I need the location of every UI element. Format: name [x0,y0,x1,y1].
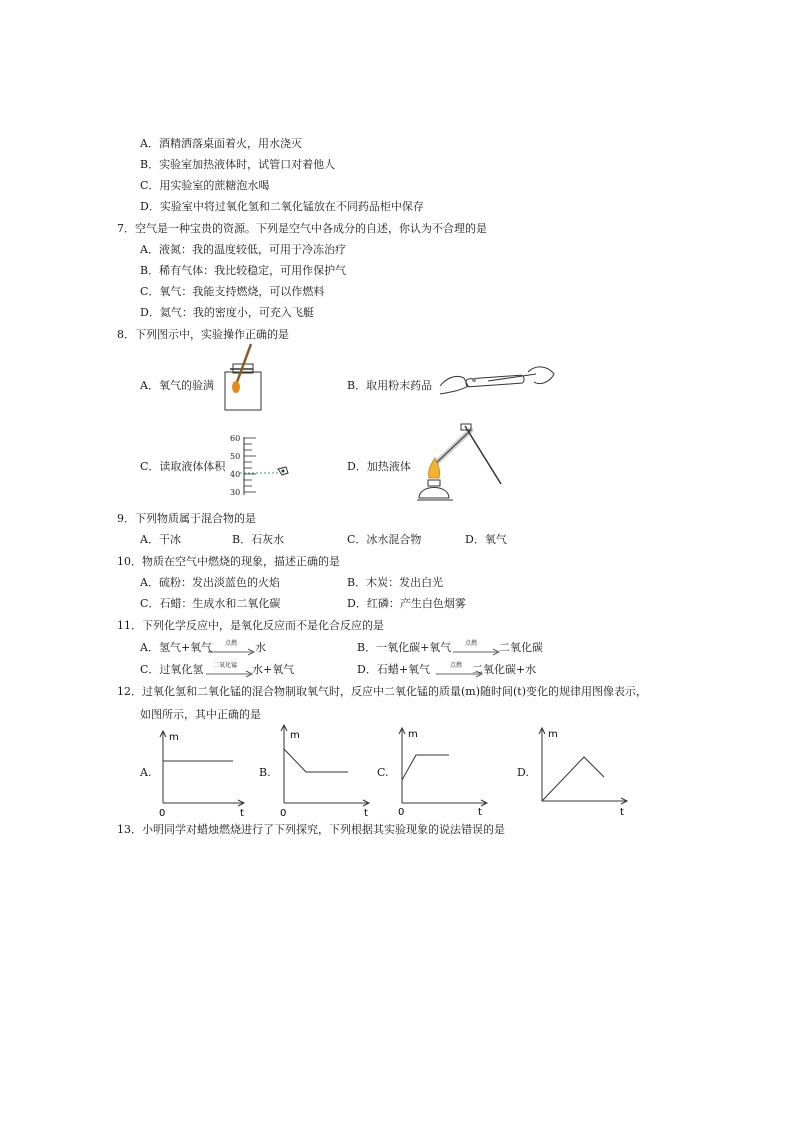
q9-option-a: A．干冰 [140,533,181,546]
q6-option-b: B．实验室加热液体时，试管口对着他人 [140,158,336,171]
q9-option-b: B．石灰水 [232,533,285,546]
q10-stem: 10．物质在空气中燃烧的现象，描述正确的是 [117,555,340,568]
q10-option-c: C．石蜡：生成水和二氧化碳 [140,597,281,610]
graph-d-series-line [542,757,604,801]
graph-a [155,728,255,818]
heating-liquid-illustration [415,422,505,504]
q8-option-d: D．加热液体 [347,460,411,473]
q7-option-c: C．氧气：我能支持燃烧，可以作燃料 [140,285,325,298]
q11-a-arrow [208,649,256,655]
q11-d-condition: 点燃 [450,662,463,669]
q7-option-b: B．稀有气体：我比较稳定，可用作保护气 [140,264,347,277]
q13-stem: 13．小明同学对蜡烛燃烧进行了下列探究，下列根据其实验现象的说法错误的是 [117,823,505,836]
q10-option-b: B．木炭：发出白光 [347,576,444,589]
q11-stem: 11．下列化学反应中，是氧化反应而不是化合反应的是 [117,619,384,632]
q12-label-d: D. [517,766,529,779]
q6-option-d: D．实验室中将过氧化氢和二氧化锰放在不同药品柜中保存 [140,200,424,213]
q10-option-a: A．硫粉：发出淡蓝色的火焰 [140,576,280,589]
graph-c-origin: 0 [398,807,405,818]
graph-c-x-label: t [478,807,482,818]
q11-option-a-right: 水 [255,641,266,654]
graph-c [394,725,494,817]
q9-stem: 9．下列物质属于混合物的是 [117,512,256,525]
graph-d-x-label: t [620,807,624,818]
graph-a-origin: 0 [159,808,166,819]
graph-d-y-label: m [548,729,558,740]
q9-option-d: D．氧气 [465,533,507,546]
graph-b-series-line [284,749,348,772]
q12-label-a: A. [140,766,152,779]
q11-option-d-right: 二氧化碳+水 [472,663,537,676]
oxygen-test-bottle-illustration [215,342,265,412]
q11-b-arrow [453,649,501,655]
powder-taking-illustration [438,364,556,398]
q12-stem-line1: 12．过氧化氢和二氧化锰的混合物制取氧气时，反应中二氧化锰的质量(m)随时间(t)变化的规律用图像表示， [117,685,648,698]
scale-50: 50 [230,452,241,461]
scale-40: 40 [230,470,241,479]
graph-a-x-label: t [240,808,244,819]
q7-stem: 7．空气是一种宝贵的资源。下列是空气中各成分的自述，你认为不合理的是 [117,222,487,235]
graph-c-series-line [402,755,449,780]
q7-option-d: D．氦气：我的密度小，可充入飞艇 [140,306,314,319]
scale-60: 60 [230,434,241,443]
q12-label-b: B. [259,766,271,779]
q11-a-condition: 点燃 [225,640,238,647]
q12-stem-line2: 如图所示，其中正确的是 [140,708,261,721]
q11-b-condition: 点燃 [465,640,478,647]
q6-option-a: A．酒精洒落桌面着火，用水浇灭 [140,137,302,150]
q11-option-b-right: 二氧化碳 [499,641,543,654]
graph-a-y-label: m [169,732,179,743]
q11-c-condition: 二氧化锰 [213,662,238,669]
graph-d [534,725,634,817]
q11-option-c-right: 水+氧气 [252,663,295,676]
q11-c-arrow [206,671,254,677]
q9-option-c: C．冰水混合物 [347,533,422,546]
q7-option-a: A．液氮：我的温度较低，可用于冷冻治疗 [140,243,346,256]
q11-option-d-left: D．石蜡+氧气 [357,663,431,676]
graph-b-x-label: t [364,808,368,819]
graph-c-y-label: m [408,729,418,740]
graph-b-y-label: m [290,730,300,741]
q11-option-c-left: C．过氧化氢 [140,663,204,676]
q10-option-d: D．红磷：产生白色烟雾 [347,597,466,610]
q8-option-b: B．取用粉末药品 [347,379,433,392]
q11-option-a-left: A．氢气+氧气 [140,641,213,654]
graph-b [276,722,376,817]
q8-option-c: C．读取液体体积 [140,460,226,473]
q12-label-c: C. [377,766,389,779]
scale-30: 30 [230,488,241,497]
q8-option-a: A．氧气的验满 [140,379,214,392]
q8-stem: 8．下列图示中，实验操作正确的是 [117,328,289,341]
q11-option-b-left: B．一氧化碳+氧气 [357,641,452,654]
q6-option-c: C．用实验室的蔗糖泡水喝 [140,179,270,192]
graph-b-origin: 0 [280,808,287,819]
